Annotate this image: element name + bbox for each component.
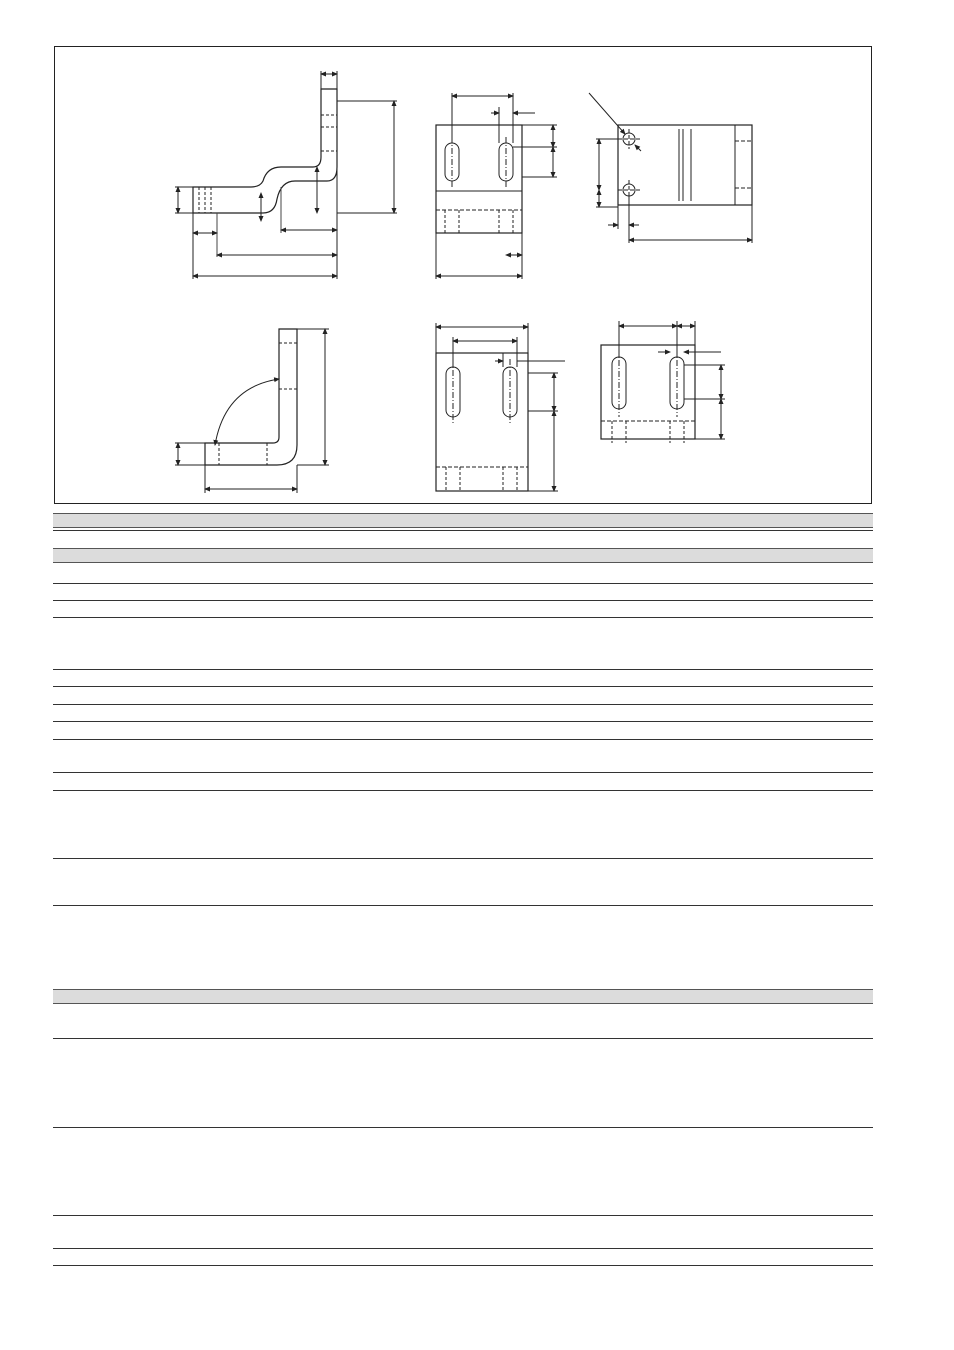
section-header-bar bbox=[53, 513, 873, 528]
section-header-bar bbox=[53, 548, 873, 563]
table-row-divider bbox=[53, 617, 873, 618]
table-row-divider bbox=[53, 1265, 873, 1266]
drawing-frame bbox=[54, 46, 872, 504]
table-row-divider bbox=[53, 905, 873, 906]
table-row-divider bbox=[53, 1248, 873, 1249]
table-row-divider bbox=[53, 583, 873, 584]
table-row-divider bbox=[53, 858, 873, 859]
table-row-divider bbox=[53, 1127, 873, 1128]
table-row-divider bbox=[53, 739, 873, 740]
table-row-divider bbox=[53, 1215, 873, 1216]
table-row-divider bbox=[53, 721, 873, 722]
lower-right-front-view bbox=[601, 321, 725, 443]
table-row-divider bbox=[53, 790, 873, 791]
table-row-divider bbox=[53, 704, 873, 705]
lower-middle-front-view bbox=[436, 323, 565, 491]
table-row-divider bbox=[53, 1038, 873, 1039]
table-row-divider bbox=[53, 686, 873, 687]
upper-right-top-view bbox=[589, 93, 752, 243]
upper-middle-front-view bbox=[436, 93, 557, 279]
table-row-divider bbox=[53, 669, 873, 670]
table-row-divider bbox=[53, 530, 873, 531]
section-header-bar bbox=[53, 989, 873, 1004]
table-row-divider bbox=[53, 600, 873, 601]
upper-left-side-profile bbox=[175, 71, 397, 279]
lower-left-side-profile bbox=[175, 329, 329, 493]
table-row-divider bbox=[53, 772, 873, 773]
